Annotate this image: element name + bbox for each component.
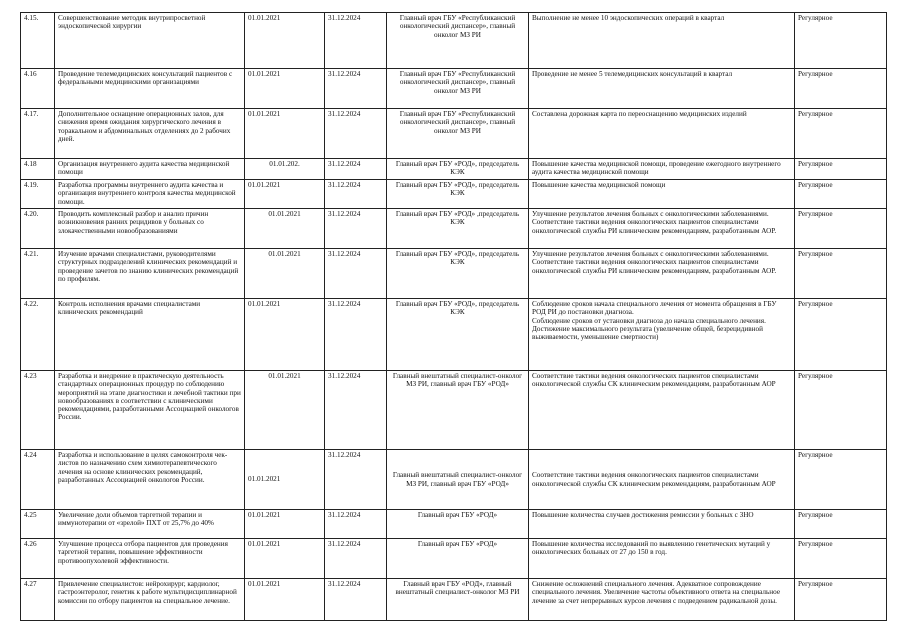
activity-cell: Проведение телемедицинских консультаций пациентов с федеральными медицинскими организациями (55, 69, 245, 109)
activity-cell: Разработка программы внутреннего аудита качества и организация внутреннего контроля качества медицинской помощи. (55, 180, 245, 209)
start-date-cell: 01.01.2021 (245, 539, 325, 579)
start-date-cell: 01.01.2021 (245, 510, 325, 539)
start-date-cell: 01.01.2021 (245, 109, 325, 159)
indicator-cell: Повышение качества медицинской помощи (529, 180, 795, 209)
periodicity-cell: Регулярное (795, 180, 887, 209)
row-number: 4.24 (21, 450, 55, 510)
indicator-cell: Повышение количества случаев достижения ремиссии у больных с ЗНО (529, 510, 795, 539)
table-row (21, 510, 887, 539)
table-row (21, 159, 887, 180)
table-row (21, 371, 887, 450)
responsible-cell: Главный врач ГБУ «РОД», председатель КЭК (387, 180, 529, 209)
responsible-cell: Главный врач ГБУ «РОД», председатель КЭК (387, 159, 529, 180)
end-date-cell: 31.12.2024 (325, 510, 387, 539)
row-number: 4.21. (21, 249, 55, 299)
table-row (21, 109, 887, 159)
start-date-cell: 01.01.2021 (245, 450, 325, 510)
start-date-cell: 01.01.202. (245, 159, 325, 180)
table-row (21, 180, 887, 209)
table-row (21, 299, 887, 371)
periodicity-cell: Регулярное (795, 371, 887, 450)
activity-cell: Улучшение процесса отбора пациентов для проведения таргетной терапии, повышение эффективности противоопухолевой эффективности. (55, 539, 245, 579)
row-number: 4.26 (21, 539, 55, 579)
start-date-cell: 01.01.2021 (245, 209, 325, 249)
start-date-cell: 01.01.2021 (245, 69, 325, 109)
activity-cell: Контроль исполнения врачами специалистами клинических рекомендаций (55, 299, 245, 371)
periodicity-cell: Регулярное (795, 539, 887, 579)
responsible-cell: Главный врач ГБУ «РОД», главный внештатный специалист-онколог МЗ РИ (387, 579, 529, 621)
responsible-cell: Главный врач ГБУ «РОД» (387, 510, 529, 539)
table-row (21, 249, 887, 299)
row-number: 4.20. (21, 209, 55, 249)
responsible-cell: Главный врач ГБУ «Республиканский онкологический диспансер», главный онколог МЗ РИ (387, 13, 529, 69)
row-number: 4.22. (21, 299, 55, 371)
periodicity-cell: Регулярное (795, 450, 887, 510)
periodicity-cell: Регулярное (795, 159, 887, 180)
row-number: 4.16 (21, 69, 55, 109)
table-row (21, 13, 887, 69)
end-date-cell: 31.12.2024 (325, 109, 387, 159)
row-number: 4.15. (21, 13, 55, 69)
table-row (21, 209, 887, 249)
periodicity-cell: Регулярное (795, 109, 887, 159)
end-date-cell: 31.12.2024 (325, 371, 387, 450)
periodicity-cell: Регулярное (795, 299, 887, 371)
activity-cell: Привлечение специалистов: нейрохирург, кардиолог, гастроэнтеролог, генетик к работе мультидисциплинарной комиссии по отбору пациентов на специальное лечение. (55, 579, 245, 621)
plan-table (20, 12, 887, 621)
periodicity-cell: Регулярное (795, 209, 887, 249)
end-date-cell: 31.12.2024 (325, 539, 387, 579)
indicator-cell: Соответствие тактики ведения онкологических пациентов специалистами онкологической службы СК клиническим рекомендациям, разработанным АОР (529, 450, 795, 510)
end-date-cell: 31.12.2024 (325, 180, 387, 209)
responsible-cell: Главный врач ГБУ «Республиканский онкологический диспансер», главный онколог МЗ РИ (387, 109, 529, 159)
periodicity-cell: Регулярное (795, 13, 887, 69)
row-number: 4.19. (21, 180, 55, 209)
activity-cell: Изучение врачами специалистами, руководителями структурных подразделений клинических рекомендаций и проведение зачетов по знанию клинических рекомендаций по профилям. (55, 249, 245, 299)
periodicity-cell: Регулярное (795, 510, 887, 539)
activity-cell: Совершенствование методик внутрипросветной эндоскопической хирургии (55, 13, 245, 69)
periodicity-cell: Регулярное (795, 579, 887, 621)
table-row (21, 450, 887, 510)
start-date-cell: 01.01.2021 (245, 299, 325, 371)
responsible-cell: Главный внештатный специалист-онколог МЗ РИ, главный врач ГБУ «РОД» (387, 450, 529, 510)
responsible-cell: Главный врач ГБУ «РОД» ,председатель КЭК (387, 209, 529, 249)
end-date-cell: 31.12.2024 (325, 69, 387, 109)
row-number: 4.27 (21, 579, 55, 621)
activity-cell: Проводить комплексный разбор и анализ причин возникновения ранних рецидивов у больных со злокачественными новообразованиями (55, 209, 245, 249)
table-row (21, 69, 887, 109)
indicator-cell: Улучшение результатов лечения больных с онкологическими заболеваниями. Соответствие тактики ведения онкологических пациентов специалистами онкологической службы РИ клиническим рекомендациям, разработанным АОР. (529, 209, 795, 249)
end-date-cell: 31.12.2024 (325, 159, 387, 180)
row-number: 4.18 (21, 159, 55, 180)
responsible-cell: Главный врач ГБУ «РОД», председатель КЭК (387, 299, 529, 371)
responsible-cell: Главный врач ГБУ «Республиканский онкологический диспансер», главный онколог МЗ РИ (387, 69, 529, 109)
start-date-cell: 01.01.2021 (245, 13, 325, 69)
indicator-cell: Соответствие тактики ведения онкологических пациентов специалистами онкологической службы СК клиническим рекомендациям, разработанным АОР (529, 371, 795, 450)
end-date-cell: 31.12.2024 (325, 249, 387, 299)
periodicity-cell: Регулярное (795, 249, 887, 299)
indicator-cell: Снижение осложнений специального лечения. Адекватное сопровождение специального лечения. Увеличение частоты объективного ответа на специальное лечение за счет непрерывных курсов лечения с подведением радикальной дозы. (529, 579, 795, 621)
indicator-cell: Проведение не менее 5 телемедицинских консультаций в квартал (529, 69, 795, 109)
activity-cell: Увеличение доли объемов таргетной терапии и иммунотерапии от «зрелой» ПХТ от 25,7% до 40% (55, 510, 245, 539)
indicator-cell: Улучшение результатов лечения больных с онкологическими заболеваниями. Соответствие тактики ведения онкологических пациентов специалистами онкологической службы РИ клиническим рекомендациям, разработанным АОР. (529, 249, 795, 299)
row-number: 4.25 (21, 510, 55, 539)
activity-cell: Разработка и внедрение в практическую деятельность стандартных операционных процедур по соблюдению мероприятий на этапе диагностики и лечебной тактики при новообразованиях в соответствии с клиническими рекомендациями, разработанными Ассоциацией онкологов России. (55, 371, 245, 450)
responsible-cell: Главный врач ГБУ «РОД» (387, 539, 529, 579)
periodicity-cell: Регулярное (795, 69, 887, 109)
end-date-cell: 31.12.2024 (325, 579, 387, 621)
indicator-cell: Соблюдение сроков начала специального лечения от момента обращения в ГБУ РОД РИ до постановки диагноза. Соблюдение сроков от установки диагноза до начала специального лечения. Достижение максимального результата (увеличение общей, безрецидивной выживаемости, уменьшение смертности) (529, 299, 795, 371)
start-date-cell: 01.01.2021 (245, 579, 325, 621)
row-number: 4.23 (21, 371, 55, 450)
row-number: 4.17. (21, 109, 55, 159)
indicator-cell: Повышение количества исследований по выявлению генетических мутаций у онкологических больных от 27 до 150 в год. (529, 539, 795, 579)
activity-cell: Организация внутреннего аудита качества медицинской помощи (55, 159, 245, 180)
indicator-cell: Выполнение не менее 10 эндоскопических операций в квартал (529, 13, 795, 69)
activity-cell: Разработка и использование в целях самоконтроля чек-листов по назначению схем химиотерапевтического лечения на основе клинических рекомендаций, разработанных Ассоциацией онкологов России. (55, 450, 245, 510)
end-date-cell: 31.12.2024 (325, 13, 387, 69)
activity-cell: Дополнительное оснащение операционных залов, для снижения время ожидания хирургического лечения в торакальном и абдоминальных отделениях до 2 рабочих дней. (55, 109, 245, 159)
responsible-cell: Главный врач ГБУ «РОД», председатель КЭК (387, 249, 529, 299)
start-date-cell: 01.01.2021 (245, 180, 325, 209)
indicator-cell: Повышение качества медицинской помощи, проведение ежегодного внутреннего аудита качества медицинской помощи (529, 159, 795, 180)
table-row (21, 579, 887, 621)
end-date-cell: 31.12.2024 (325, 450, 387, 510)
start-date-cell: 01.01.2021 (245, 371, 325, 450)
end-date-cell: 31.12.2024 (325, 209, 387, 249)
start-date-cell: 01.01.2021 (245, 249, 325, 299)
table-row (21, 539, 887, 579)
responsible-cell: Главный внештатный специалист-онколог МЗ РИ, главный врач ГБУ «РОД» (387, 371, 529, 450)
end-date-cell: 31.12.2024 (325, 299, 387, 371)
indicator-cell: Составлена дорожная карта по переоснащению медицинских изделий (529, 109, 795, 159)
